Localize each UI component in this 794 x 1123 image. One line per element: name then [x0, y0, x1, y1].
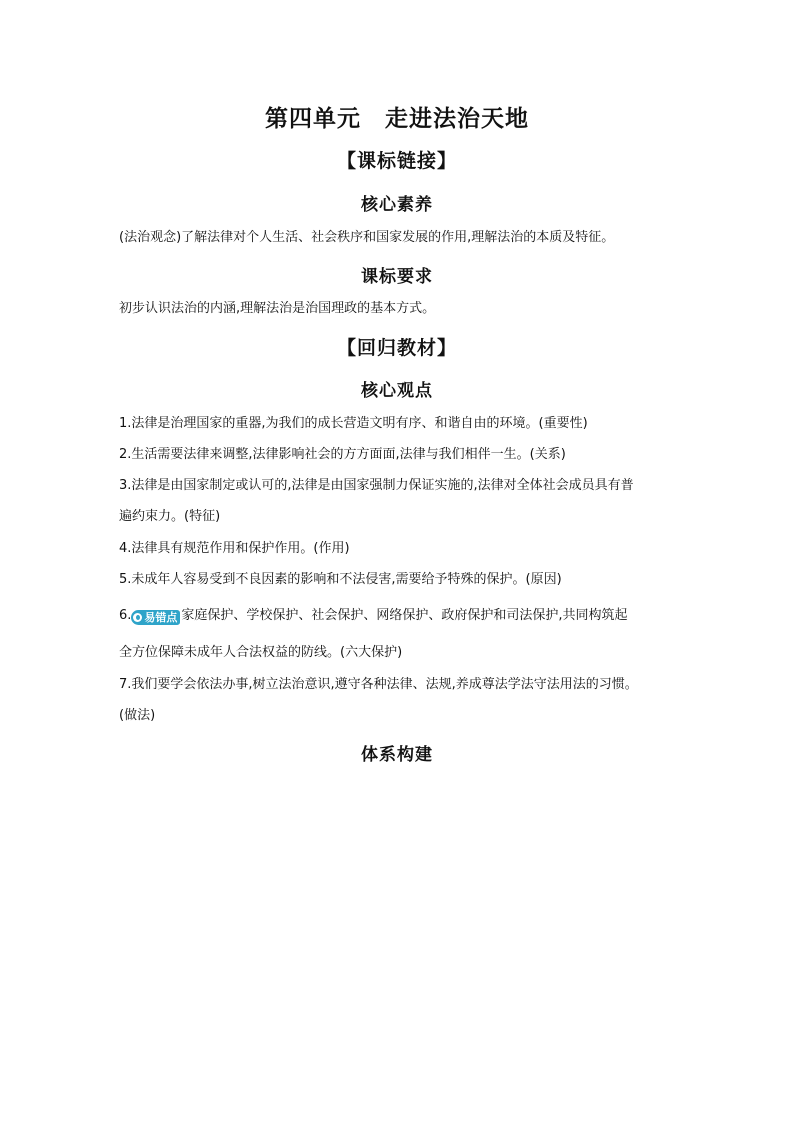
error-prone-badge: [131, 610, 180, 625]
unit-title: 第四单元 走进法治天地: [265, 106, 529, 132]
core-point-6-line2: 全方位保障未成年人合法权益的防线。(六大保护): [119, 645, 403, 660]
core-point-7-line1: 7.我们要学会依法办事,树立法治意识,遵守各种法律、法规,养成尊法学法守法用法的习惯。: [119, 677, 638, 692]
subheading-curriculum-requirement: 课标要求: [361, 267, 433, 287]
badge-dot-icon: [133, 613, 142, 622]
subheading-system-building: 体系构建: [361, 745, 433, 765]
core-point-6-line1: [119, 607, 689, 625]
section-heading-back-to-textbook: 【回归教材】: [336, 337, 457, 359]
curriculum-requirement-text: 初步认识法治的内涵,理解法治是治国理政的基本方式。: [119, 301, 436, 316]
core-literacy-text: (法治观念)了解法律对个人生活、社会秩序和国家发展的作用,理解法治的本质及特征。: [119, 230, 615, 245]
core-point-5: 5.未成年人容易受到不良因素的影响和不法侵害,需要给予特殊的保护。(原因): [119, 572, 562, 587]
core-point-1: 1.法律是治理国家的重器,为我们的成长营造文明有序、和谐自由的环境。(重要性): [119, 416, 588, 431]
core-point-6-text: 家庭保护、学校保护、社会保护、网络保护、政府保护和司法保护,共同构筑起: [181, 608, 628, 623]
subheading-core-points: 核心观点: [361, 381, 433, 401]
core-point-6-number: 6.: [119, 608, 132, 623]
error-prone-badge-label: 易错点: [144, 611, 178, 624]
subheading-core-literacy: 核心素养: [361, 195, 433, 215]
core-point-7-line2: (做法): [119, 708, 156, 723]
core-point-3-line1: 3.法律是由国家制定或认可的,法律是由国家强制力保证实施的,法律对全体社会成员具有普: [119, 478, 634, 493]
core-point-4: 4.法律具有规范作用和保护作用。(作用): [119, 541, 350, 556]
core-point-2: 2.生活需要法律来调整,法律影响社会的方方面面,法律与我们相伴一生。(关系): [119, 447, 566, 462]
core-point-3-line2: 遍约束力。(特征): [119, 509, 221, 524]
section-heading-curriculum-link: 【课标链接】: [336, 150, 457, 172]
